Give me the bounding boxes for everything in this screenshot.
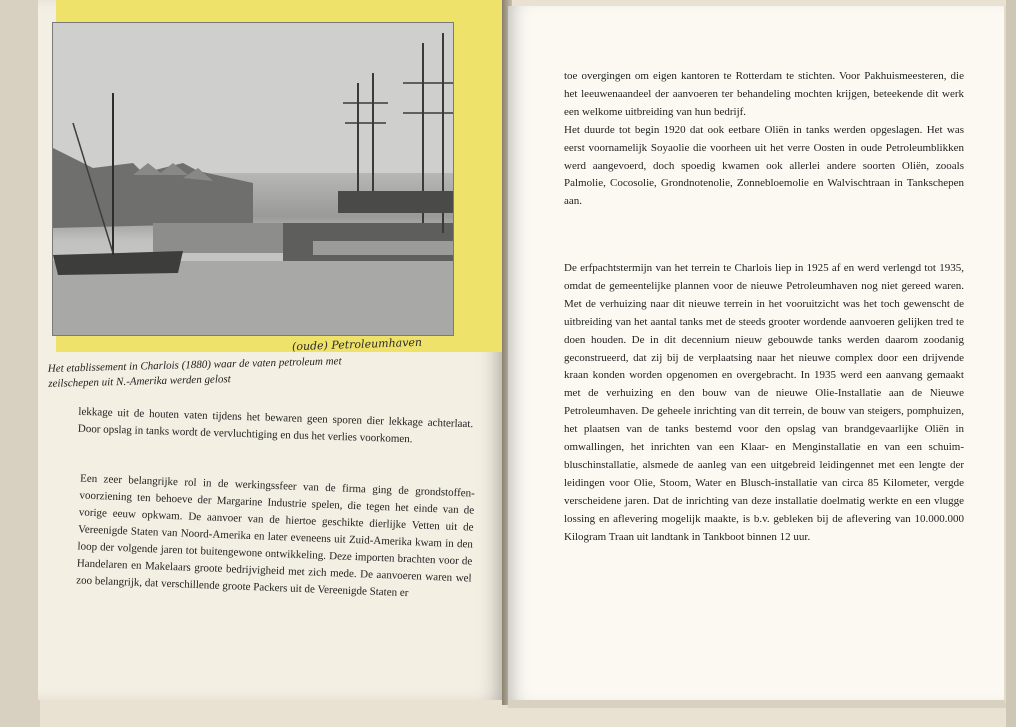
left-paragraph-1: lekkage uit de houten vaten tijdens het bewaren geen sporen dier lekkage achterlaat. Door opslag in tanks wordt de vervluchtiging en dus het verlies voorkomen. — [77, 405, 474, 446]
right-paragraph-3: De erfpachtstermijn van het terrein te Charlois liep in 1925 af en werd verlengd tot 1935, omdat de gemeentelijke plannen voor de nieuwe Petroleumhaven nog niet gereed waren. Met de verhuizing naar dit nieuwe terrein in het vooruitzicht was het toch gewenscht de uitbreiding van het aantal tanks met de steeds grooter wordende aanvoeren gelijken tred te doen houden. De in dit decennium nieuw gebouwde tanks werden daarom zoodanig geconstrueerd, dat zij bij de verplaatsing naar het nieuwe complex door een drijvende kraan konden worden opgenomen en overgebracht. In 1935 werd een aanvang gemaakt met de verhuizing en den bouw van de nieuwe Olie-Installatie aan de Nieuwe Petroleumhaven. De geheele inrichting van dit terrein, de bouw van steigers, pomphuizen, het plaatsen van de tanks bestemd voor den opslag van brandgevaarlijke Oliën in omwallingen, het inrichten van een Klaar- en Menginstallatie en van een schuim-bluschinstallatie, alsmede de aanleg van een uitgebreid leidingennet met een lengte der leidingen voor Olie, Stoom, Water en Blusch-installatie van circa 85 Kilometer, vergde verscheidene jaren. Dat de inrichting van deze installatie doelmatig werkte en een vlugge lossing en aflevering mogelijk maakte, is b.v. gebleken bij de aflevering van 10.000.000 Kilogram Traan uit landtank in Tankboot binnen 12 uur. — [564, 262, 964, 543]
right-page — [508, 6, 1008, 708]
right-paragraph-1: toe overgingen om eigen kantoren te Rotterdam te stichten. Voor Pakhuismeesteren, die het leeuwenaandeel der aanvoeren ter behandeling mochten krijgen, beteekende dit werk een welkome uitbreiding van hun bedrijf. — [564, 70, 964, 118]
photo-caption: Het etablissement in Charlois (1880) waar de vaten petroleum met zeilschepen uit N.-Amerika werden gelost — [47, 355, 342, 390]
background-right — [1006, 0, 1016, 727]
right-paragraph-2: Het duurde tot begin 1920 dat ook eetbare Oliën in tanks werden opgeslagen. Het was eerst voornamelijk Soyaolie die voorheen uit het verre Oosten in oude Petroleumblikken werd aangevoerd, doch spoedig kwamen ook allerlei andere soorten Oliën, zooals Palmolie, Cocosolie, Grondnotenolie, Zonnebloemolie en Walvischtraan in Tankschepen aan. — [564, 123, 964, 208]
harbour-photograph — [52, 22, 454, 336]
left-paragraph-2: Een zeer belangrijke rol in de werkingssfeer van de firma ging de grondstoffen-voorziening ten behoeve der Margarine Industrie spelen, die tegen het einde van de vorige eeuw opkwam. De aanvoer van de hiertoe geschikte dierlijke Vetten uit de Vereenigde Staten van Noord-Amerika en later eveneens uit Zuid-Amerika kwam in den loop der volgende jaren tot buitengewone ontwikkeling. Deze importen brachten voor de Handelaren en Makelaars groote bedrijvigheid met zich mede. De aanvoeren waren wel zoo belangrijk, dat verschillende groote Packers uit de Vereenigde Staten er — [75, 472, 476, 600]
harbour-illustration — [53, 23, 453, 335]
handwritten-note: (oude) Petroleumhaven — [291, 335, 423, 354]
right-paragraph-1-2 — [564, 68, 964, 211]
background-left — [0, 0, 40, 727]
